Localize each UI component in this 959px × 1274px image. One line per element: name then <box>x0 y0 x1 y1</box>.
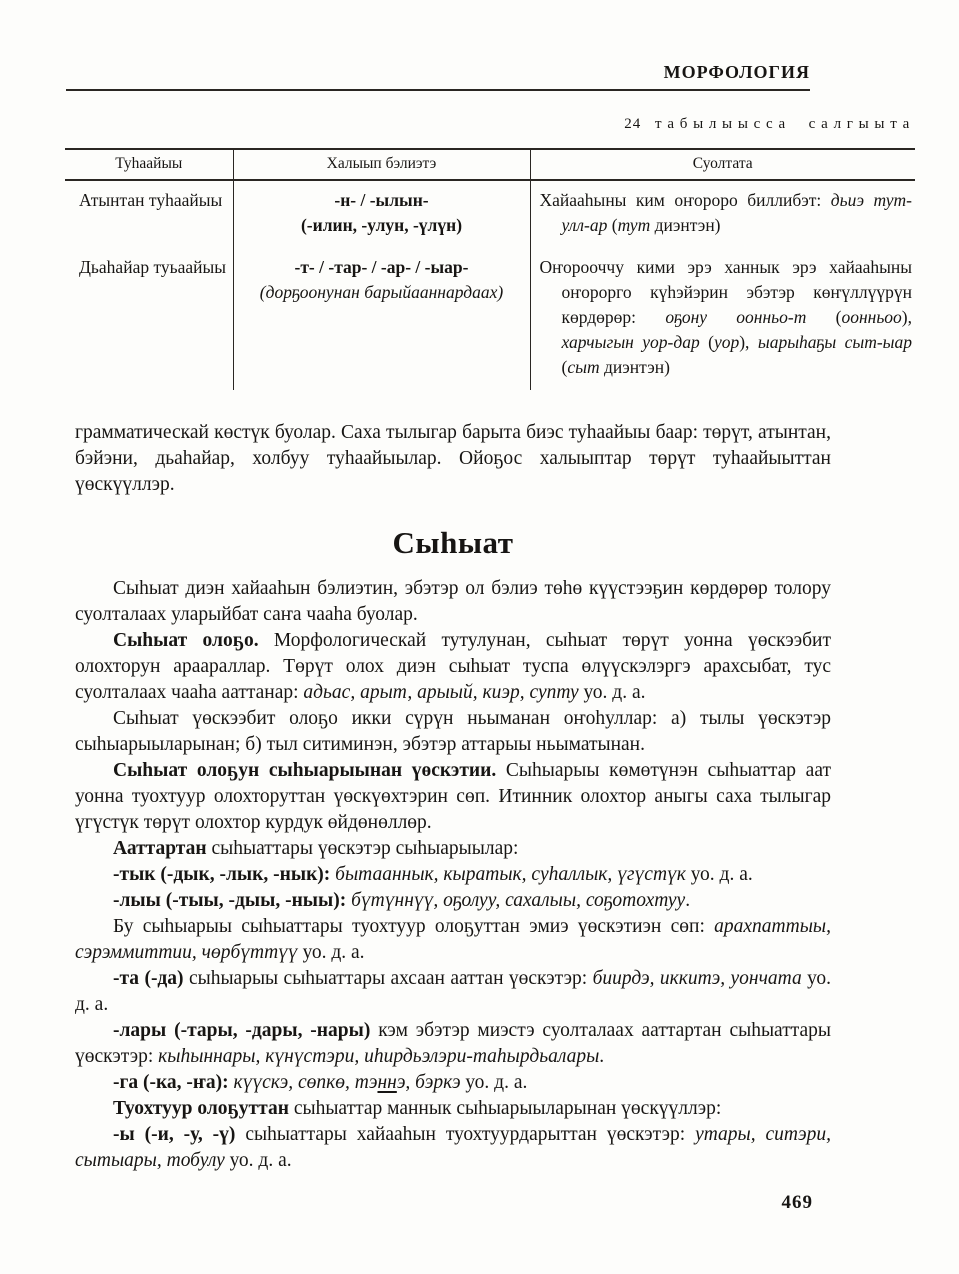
paragraph <box>75 1070 831 1096</box>
text-run: Бу сыһыарыы сыһыаттары туохтуур олоҕуттан эмиэ үөскэтиэн сөп: <box>113 916 715 937</box>
text-run: Хайааһыны ким оҥороро биллибэт: <box>539 190 831 210</box>
table-row <box>65 239 915 390</box>
text-run: диэнтэн) <box>650 215 721 235</box>
text-run: Морфологическай тутулунан, сыһыат төрүт уонна үөскээбит олохторун араараллар. Төрүт олох диэн сыһыат туспа өлүүскэлэргэ арахсыбат, тус суолталаах чааһа ааттанар: <box>75 630 831 703</box>
text-run: күүскэ, сөпкө, тэ <box>233 1072 378 1093</box>
table-caption-number: 24 <box>624 116 642 132</box>
text-run: оҕону оонньо-т <box>665 307 807 327</box>
text-run: бүтүннүү, оҕолуу, сахалыы, соҕотохтуу <box>351 890 686 911</box>
paragraph <box>75 576 831 628</box>
text-run: ), <box>901 307 912 327</box>
paragraph <box>75 1018 831 1070</box>
text-run: кыһыннары, күнүстэри, иһирдьэлэри-таһырдьалары <box>158 1046 600 1067</box>
text-run: ( <box>806 307 842 327</box>
paragraph <box>75 836 831 862</box>
section-heading: Сыһыат <box>392 525 514 560</box>
text-run: адьас, арыт, арыый, киэр, супту <box>303 682 579 703</box>
running-head <box>66 62 810 91</box>
case-cell: Атынтан туһаайыы <box>79 190 223 210</box>
text-run: ( <box>561 357 568 377</box>
text-run: (-илин, -улун, -үлүн) <box>300 215 463 235</box>
text-run: -та (-да) <box>113 968 189 989</box>
text-run: тут <box>617 215 651 235</box>
paragraph <box>75 862 831 888</box>
running-head-text: МОРФОЛОГИЯ <box>663 62 810 82</box>
paragraph <box>75 420 831 498</box>
text-run: Сыһыат олоҕо. <box>113 630 274 651</box>
text-run: сыһыарыы сыһыаттары ахсаан ааттан үөскэтэр: <box>188 968 593 989</box>
text-run: уо. д. а. <box>224 1150 292 1171</box>
form-cell <box>233 180 530 239</box>
text-run: уор <box>713 332 740 352</box>
paragraph <box>75 888 831 914</box>
text-run: сыһыаттар маннык сыһыарыыларынан үөскүүллэр: <box>293 1098 722 1119</box>
form-line <box>242 280 522 305</box>
column-header-form: Халыып бэлиэтэ <box>233 149 530 180</box>
text-run: уо. д. а. <box>297 942 365 963</box>
text-run: -т- / -тар- / -ар- / -ыар- <box>294 257 469 277</box>
text-run: Сыһыат олоҕун сыһыарыынан үөскэтии. <box>113 760 506 781</box>
text-run: нн <box>377 1072 397 1093</box>
meaning-text <box>540 188 913 238</box>
meaning-text <box>540 255 913 380</box>
text-run: уо. д. а. <box>460 1072 528 1093</box>
text-run: -ы (-и, -у, -ү) <box>113 1124 246 1145</box>
text-run: -га (-ка, -ҥа): <box>113 1072 234 1093</box>
text-run: Сыһыат диэн хайааһын бэлиэтин, эбэтэр ол бэлиэ төһө күүстээҕин көрдөрөр толору суолталаах уларыйбат саҥа чааһа буолар. <box>75 578 831 625</box>
text-run: -лыы (-тыы, -дыы, -ныы): <box>113 890 352 911</box>
text-run: арахпаттыы, сэрэммиттии, чөрбүттүү <box>75 916 831 963</box>
text-run: Туохтуур олоҕуттан <box>113 1098 294 1119</box>
text-run: утары, ситэри, сытыары, тобулу <box>75 1124 831 1171</box>
text-run: биирдэ, иккитэ, уончата <box>592 968 802 989</box>
paragraph <box>75 914 831 966</box>
text-run: уо. д. а. <box>578 682 646 703</box>
text-run: бытааннык, кыратык, суһаллык, үгүстүк <box>335 864 686 885</box>
text-run: сыт <box>567 357 600 377</box>
table-caption-text: табылыысса салгыыта <box>654 116 915 132</box>
text-run: оонньоо <box>841 307 902 327</box>
column-header-meaning: Суолтата <box>530 149 915 180</box>
text-run: -тык (-дык, -лык, -нык): <box>113 864 336 885</box>
text-run: уо. д. а. <box>75 968 832 1015</box>
text-run: диэнтэн) <box>599 357 670 377</box>
table-row <box>65 180 915 239</box>
form-line <box>242 213 522 238</box>
case-cell: Дьаһайар туьаайыы <box>79 257 227 277</box>
text-run: уо. д. а. <box>685 864 753 885</box>
text-run: кэм эбэтэр миэстэ суолталаах ааттартан сыһыаттары үөскэтэр: <box>75 1020 831 1067</box>
text-run: -н- / -ылын- <box>334 190 429 210</box>
paragraph <box>75 1122 831 1174</box>
text-run: харчыгын уор-дар <box>561 332 700 352</box>
paragraphs-before-heading <box>75 420 831 498</box>
paragraph <box>75 758 831 836</box>
text-run: сыһыаттары хайааһын туохтуурдарыттан үөскэтэр: <box>245 1124 696 1145</box>
paragraph <box>75 966 831 1018</box>
paragraph <box>75 628 831 706</box>
text-run: . <box>685 890 691 911</box>
table-header-row <box>65 149 915 180</box>
column-header-case: Туһаайыы <box>65 149 233 180</box>
paragraph <box>75 1096 831 1122</box>
text-run: Оҥорооччу кими эрэ ханнык эрэ хайааһыны оҥорорго күһэйэрин эбэтэр көҥүллүүрүн көрдөрөр: <box>539 257 912 327</box>
text-run: ыарыһаҕы сыт-ыар <box>757 332 913 352</box>
text-run: Ааттартан <box>113 838 212 859</box>
text-run: э, бэркэ <box>396 1072 461 1093</box>
form-line <box>242 255 522 280</box>
page-number: 469 <box>781 1192 813 1213</box>
form-cell <box>233 239 530 390</box>
text-run: сыһыаттары үөскэтэр сыһыарыылар: <box>211 838 519 859</box>
text-run: ( <box>607 215 618 235</box>
text-run: -лары (-тары, -дары, -нары) <box>113 1020 379 1041</box>
text-run: Сыһыарыы көмөтүнэн сыһыаттар аат уонна туохтуур олохторуттан үөскүөхтэрин сөп. Итинник олохтор аныгы саха тылыгар үгүстүк төрүт олохтор курдук өйдөнөллөр. <box>75 760 831 833</box>
text-run: дьиэ тут-улл-ар <box>561 190 912 235</box>
table-caption <box>65 116 915 133</box>
paragraphs-after-heading <box>75 576 831 1174</box>
text-run: ), <box>739 332 758 352</box>
paragraph <box>75 706 831 758</box>
body-text <box>75 420 831 1174</box>
text-run: (дорҕоонунан барыйааннардаах) <box>259 282 504 302</box>
text-run: Сыһыат үөскээбит олоҕо икки сүрүн ньыманан оҥоһуллар: а) тылы үөскэтэр сыһыарыыларынан; б) тыл ситиминэн, эбэтэр аттарыы ньыматынан. <box>75 708 831 755</box>
text-run: . <box>599 1046 605 1067</box>
morphology-table <box>65 148 915 390</box>
text-run: ( <box>699 332 714 352</box>
meaning-cell <box>530 180 915 239</box>
meaning-cell <box>530 239 915 390</box>
text-run: грамматическай көстүк буолар. Саха тылыгар барыта биэс туһаайыы баар: төрүт, атынтан, бэйэни, дьаһайар, холбуу туһаайыылар. Ойоҕос халыыптар төрүт туһаайыыттан үөскүүллэр. <box>75 422 831 495</box>
form-line <box>242 188 522 213</box>
